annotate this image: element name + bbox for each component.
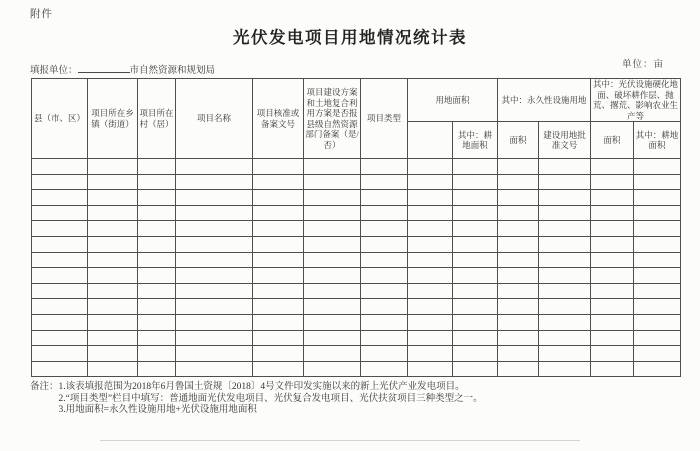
empty-cell [634,190,681,206]
empty-cell [253,221,304,237]
empty-cell [539,346,591,362]
empty-cell [408,346,453,362]
empty-cell [634,205,681,221]
empty-cell [138,159,176,175]
empty-cell [361,190,408,206]
empty-cell [361,361,408,377]
empty-cell [498,361,539,377]
empty-cell [591,283,634,299]
empty-cell [32,283,88,299]
empty-cell [361,268,408,284]
empty-cell [591,330,634,346]
empty-cell [453,205,498,221]
empty-cell [634,346,681,362]
empty-cell [253,330,304,346]
attachment-label: 附件 [30,9,53,20]
empty-cell [88,236,138,252]
empty-cell [591,174,634,190]
empty-cell [304,190,361,206]
empty-cell [32,190,88,206]
empty-cell [408,221,453,237]
empty-cell [498,236,539,252]
empty-cell [539,252,591,268]
empty-cell [32,159,88,175]
header-permanent-area: 面积 [498,122,539,159]
empty-cell [361,221,408,237]
empty-cell [176,190,253,206]
empty-cell [304,174,361,190]
empty-cell [32,236,88,252]
empty-cell [453,159,498,175]
empty-cell [498,174,539,190]
empty-cell [32,299,88,315]
reporting-unit-prefix: 填报单位： [30,66,78,76]
empty-cell [361,252,408,268]
empty-cell [453,268,498,284]
empty-cell [634,221,681,237]
empty-cell [176,252,253,268]
empty-cell [88,174,138,190]
empty-cell [32,205,88,221]
empty-cell [539,314,591,330]
empty-cell [453,236,498,252]
empty-cell [304,283,361,299]
empty-cell [176,283,253,299]
header-project-type: 项目类型 [361,79,408,159]
empty-cell [32,268,88,284]
empty-cell [453,174,498,190]
empty-cell [138,268,176,284]
empty-cell [253,190,304,206]
empty-cell [634,159,681,175]
note-item: 3.用地面积=永久性设施用地+光伏设施用地面积 [58,405,257,416]
table-row [32,174,681,190]
table-row [32,299,681,315]
table-row [32,346,681,362]
empty-cell [498,314,539,330]
empty-cell [88,268,138,284]
table-row [32,361,681,377]
unit-label: 单位：亩 [621,60,664,70]
statistics-table [31,78,681,377]
empty-cell [408,268,453,284]
table-row [32,205,681,221]
empty-cell [304,330,361,346]
empty-cell [253,283,304,299]
empty-cell [138,205,176,221]
empty-cell [176,221,253,237]
empty-cell [304,221,361,237]
header-approval-doc: 项目核准或备案文号 [253,79,304,159]
header-land-area-group: 用地面积 [408,79,498,122]
empty-cell [361,236,408,252]
empty-cell [408,314,453,330]
empty-cell [591,205,634,221]
empty-cell [498,299,539,315]
empty-cell [176,268,253,284]
empty-cell [304,205,361,221]
empty-cell [32,361,88,377]
empty-cell [539,361,591,377]
empty-cell [498,205,539,221]
table-row [32,252,681,268]
empty-cell [453,299,498,315]
empty-cell [138,299,176,315]
table-row [32,283,681,299]
reporting-unit-blank [78,62,130,73]
empty-cell [453,346,498,362]
empty-cell [591,268,634,284]
empty-cell [361,299,408,315]
empty-cell [539,268,591,284]
empty-cell [408,205,453,221]
header-pv-area: 面积 [591,122,634,159]
header-county: 县（市、区） [32,79,88,159]
empty-cell [138,252,176,268]
empty-cell [453,330,498,346]
note-item: 2.“项目类型”栏目中填写：普通地面光伏发电项目、光伏复合发电项目、光伏扶贫项目三种类型之一。 [58,393,483,404]
empty-cell [88,283,138,299]
empty-cell [32,252,88,268]
empty-cell [498,283,539,299]
page-title: 光伏发电项目用地情况统计表 [233,28,467,47]
empty-cell [304,299,361,315]
empty-cell [453,314,498,330]
empty-cell [138,236,176,252]
reporting-unit-line [30,62,215,76]
empty-cell [138,314,176,330]
empty-cell [591,221,634,237]
empty-cell [498,330,539,346]
table-row [32,159,681,175]
empty-cell [498,346,539,362]
empty-cell [32,314,88,330]
empty-cell [88,252,138,268]
empty-cell [176,346,253,362]
empty-cell [453,221,498,237]
empty-cell [591,346,634,362]
empty-cell [453,190,498,206]
reporting-unit-suffix: 市自然资源和规划局 [129,66,216,76]
empty-cell [591,299,634,315]
empty-cell [634,252,681,268]
empty-cell [408,283,453,299]
empty-cell [591,361,634,377]
empty-cell [138,283,176,299]
scan-shadow-line [100,440,580,441]
empty-cell [634,174,681,190]
empty-cell [408,361,453,377]
empty-cell [634,361,681,377]
header-plan-filed: 项目建设方案和土地复合利用方案是否报县级自然资源部门备案（是/否） [304,79,361,159]
empty-cell [453,252,498,268]
empty-cell [408,190,453,206]
empty-cell [253,314,304,330]
empty-cell [498,190,539,206]
table-row [32,221,681,237]
empty-cell [253,346,304,362]
empty-cell [88,190,138,206]
empty-cell [539,159,591,175]
empty-cell [453,283,498,299]
empty-cell [361,330,408,346]
empty-cell [498,268,539,284]
empty-cell [304,236,361,252]
empty-cell [32,221,88,237]
table-row [32,236,681,252]
empty-cell [539,205,591,221]
empty-cell [88,299,138,315]
empty-cell [88,159,138,175]
empty-cell [634,330,681,346]
empty-cell [253,361,304,377]
empty-cell [539,330,591,346]
empty-cell [361,174,408,190]
empty-cell [498,159,539,175]
empty-cell [304,159,361,175]
empty-cell [88,346,138,362]
table-row [32,314,681,330]
notes [30,382,680,417]
empty-cell [32,174,88,190]
empty-cell [408,236,453,252]
empty-cell [176,174,253,190]
header-land-area-cultivated: 其中：耕地面积 [453,122,498,159]
empty-cell [498,221,539,237]
empty-cell [176,330,253,346]
empty-cell [634,283,681,299]
empty-cell [361,283,408,299]
empty-cell [634,299,681,315]
empty-cell [408,159,453,175]
empty-cell [634,236,681,252]
empty-cell [138,174,176,190]
header-permanent-group: 其中：永久性设施用地 [498,79,591,122]
empty-cell [253,236,304,252]
empty-cell [361,346,408,362]
empty-cell [304,361,361,377]
empty-cell [138,361,176,377]
empty-cell [361,314,408,330]
empty-cell [634,314,681,330]
empty-cell [176,314,253,330]
header-permanent-doc: 建设用地批准文号 [539,122,591,159]
empty-cell [539,283,591,299]
empty-cell [304,252,361,268]
empty-cell [88,330,138,346]
table-header [32,79,681,159]
table-body [32,159,681,377]
notes-label: 备注： [30,382,59,392]
empty-cell [176,361,253,377]
empty-cell [539,221,591,237]
empty-cell [253,252,304,268]
empty-cell [539,174,591,190]
empty-cell [591,236,634,252]
header-land-area-main [408,122,453,159]
empty-cell [539,299,591,315]
empty-cell [253,174,304,190]
empty-cell [88,221,138,237]
empty-cell [32,330,88,346]
empty-cell [539,190,591,206]
empty-cell [304,314,361,330]
table-row [32,330,681,346]
empty-cell [498,252,539,268]
empty-cell [138,330,176,346]
empty-cell [408,252,453,268]
empty-cell [361,159,408,175]
empty-cell [88,205,138,221]
empty-cell [591,190,634,206]
empty-cell [408,299,453,315]
header-project-name: 项目名称 [176,79,253,159]
note-item: 1.该表填报范围为2018年6月鲁国土资规〔2018〕4号文件印发实施以来的新上光伏产业发电项目。 [58,382,465,392]
empty-cell [176,299,253,315]
header-pv-cultivated: 其中：耕地面积 [634,122,681,159]
empty-cell [138,221,176,237]
empty-cell [304,346,361,362]
table-row [32,268,681,284]
empty-cell [453,361,498,377]
empty-cell [253,159,304,175]
header-village: 项目所在村（居） [138,79,176,159]
empty-cell [176,236,253,252]
empty-cell [634,268,681,284]
empty-cell [591,159,634,175]
header-pv-group: 其中：光伏设施硬化地面、破坏耕作层、抛荒、撂荒、影响农业生产等 [591,79,681,122]
empty-cell [138,346,176,362]
empty-cell [32,346,88,362]
empty-cell [591,252,634,268]
notes-items [59,382,680,417]
empty-cell [591,314,634,330]
empty-cell [361,205,408,221]
empty-cell [304,268,361,284]
table-row [32,190,681,206]
empty-cell [88,361,138,377]
empty-cell [176,159,253,175]
empty-cell [176,205,253,221]
empty-cell [253,299,304,315]
empty-cell [408,174,453,190]
empty-cell [253,205,304,221]
empty-cell [539,236,591,252]
empty-cell [408,330,453,346]
header-township: 项目所在乡镇（街道） [88,79,138,159]
empty-cell [138,190,176,206]
empty-cell [88,314,138,330]
empty-cell [253,268,304,284]
